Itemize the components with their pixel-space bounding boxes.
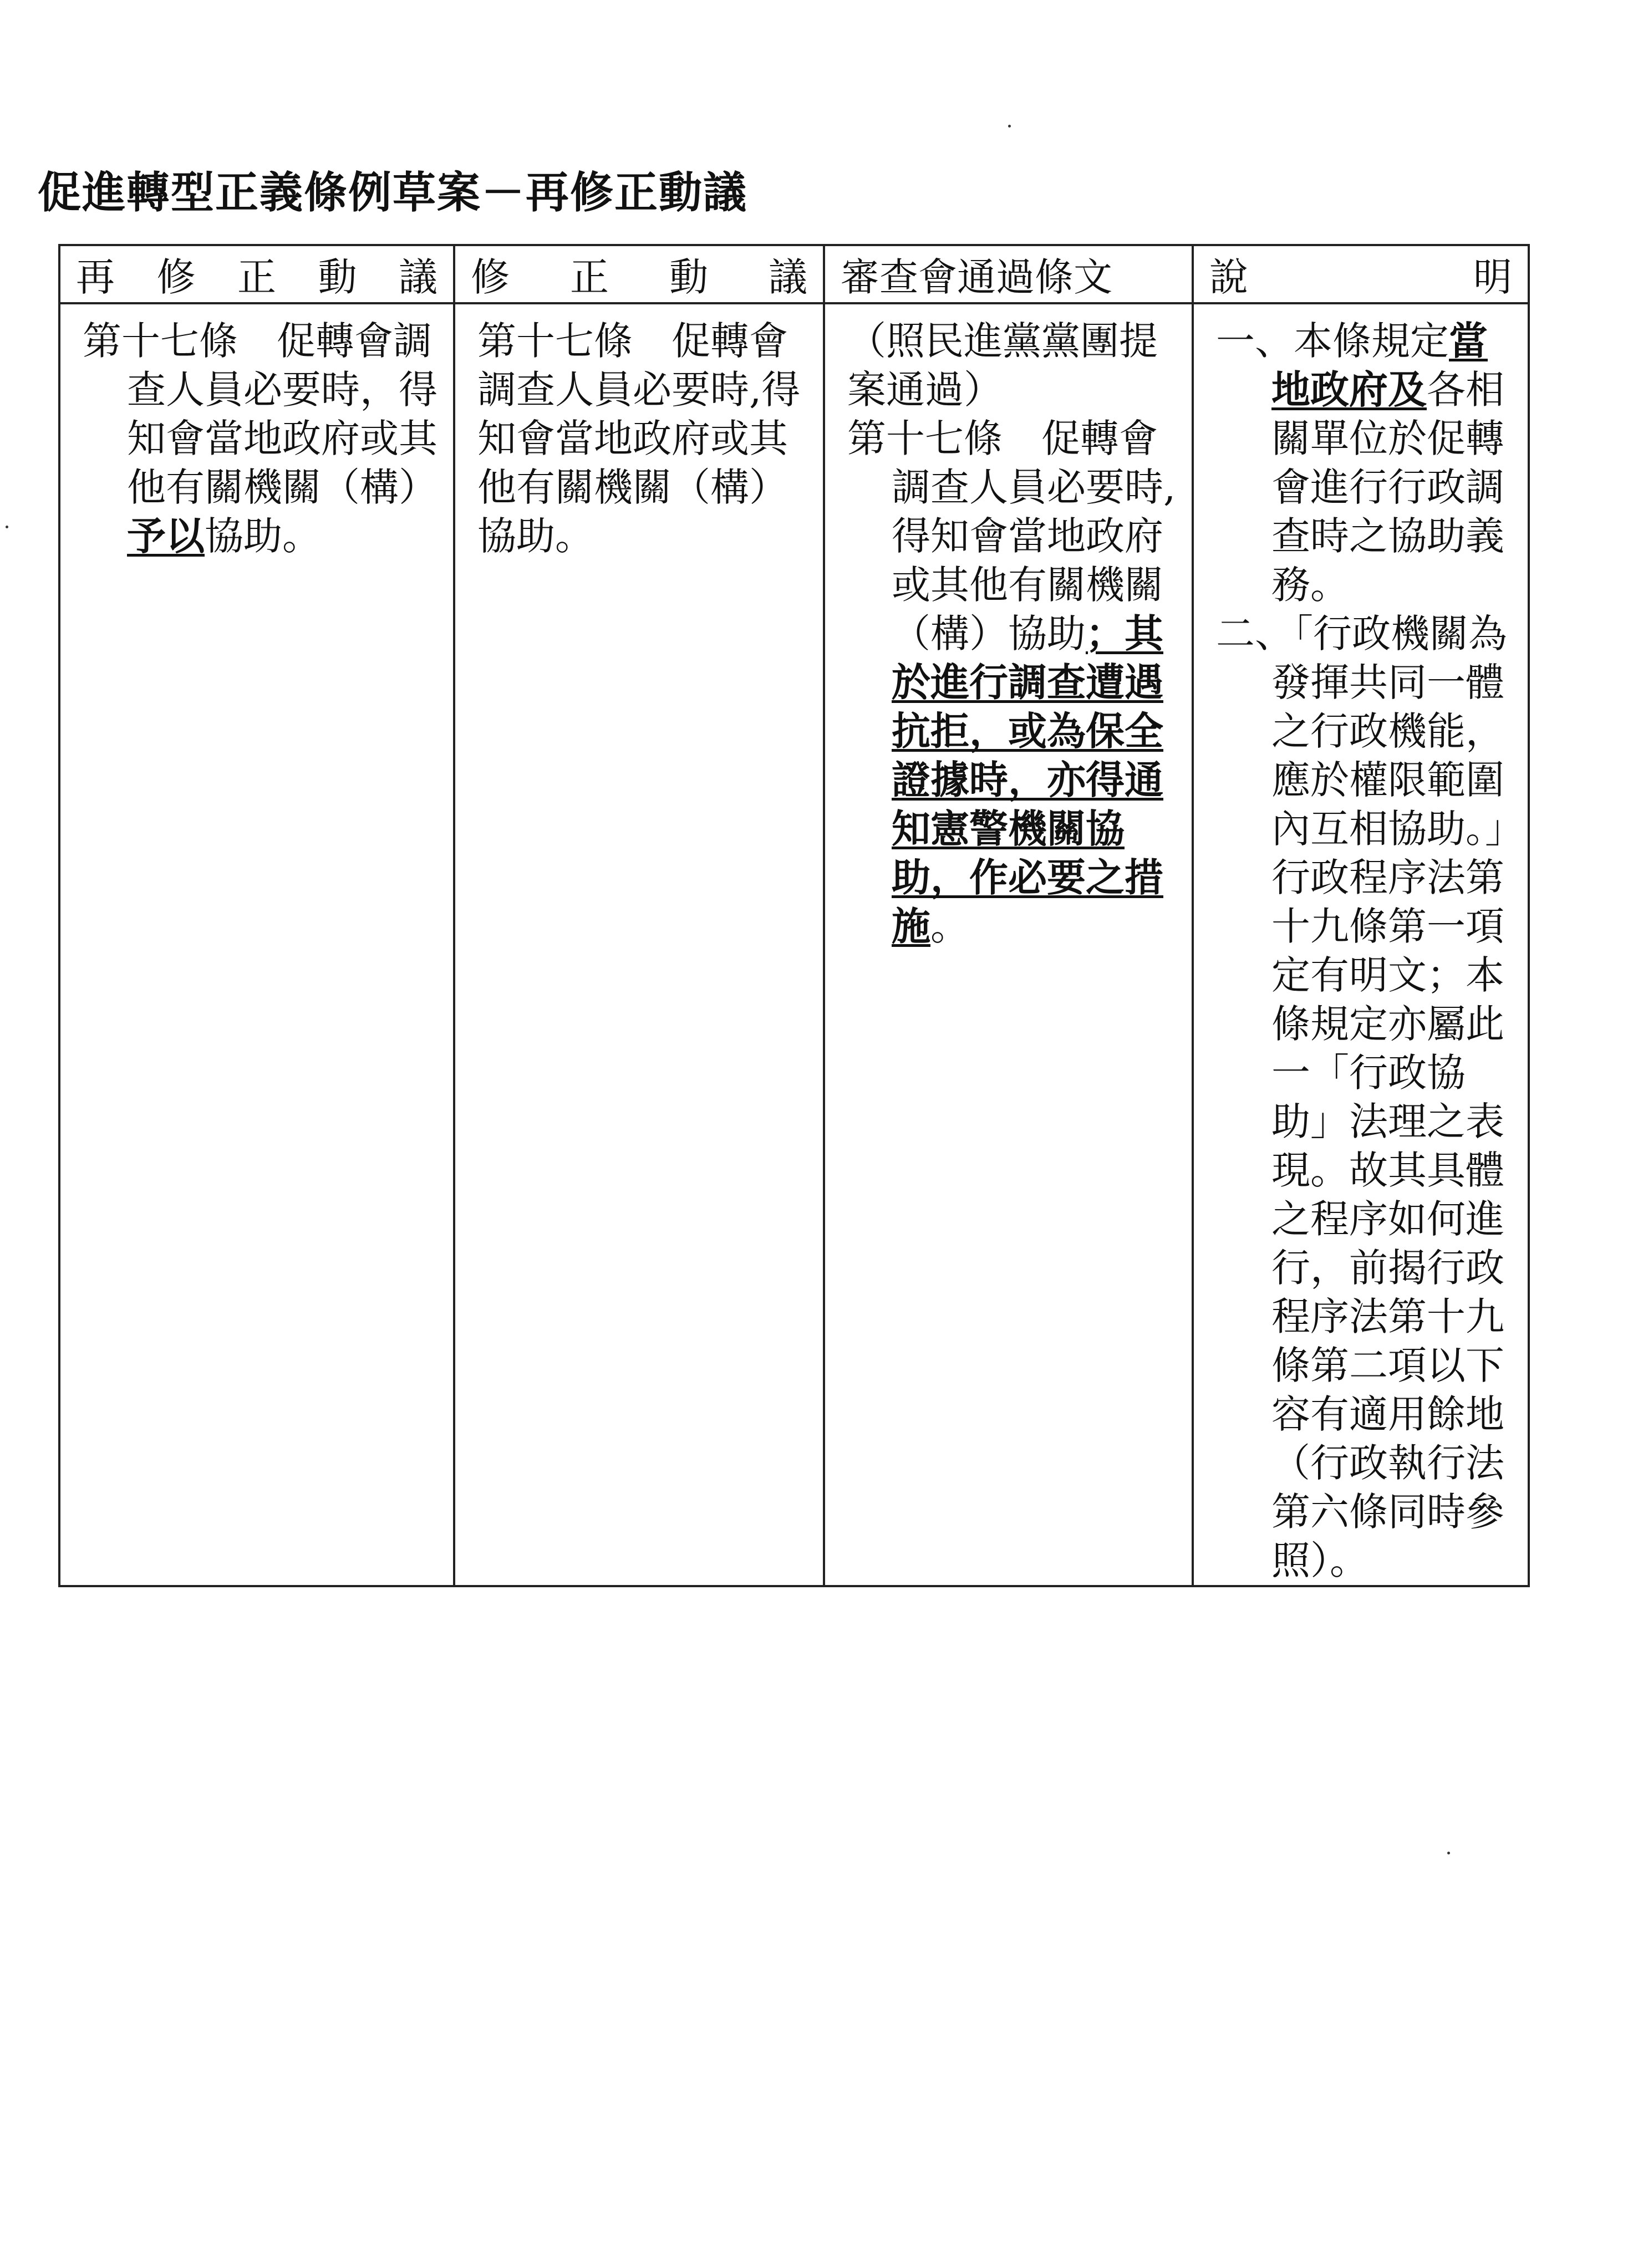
emphasis-text: 予以 bbox=[127, 513, 205, 559]
table-header-row bbox=[59, 245, 1529, 303]
header-char: 議 bbox=[399, 254, 437, 300]
header-char: 過 bbox=[996, 254, 1035, 300]
amendment-text: 第十七條 促轉會調查人員必要時,得知會當地政府或其他有關機關（構）協助。 bbox=[477, 318, 801, 559]
header-committee-passed-text bbox=[824, 245, 1193, 303]
re-amendment-cell bbox=[59, 303, 454, 1586]
header-char: 會 bbox=[918, 254, 957, 300]
header-char: 查 bbox=[879, 254, 918, 300]
header-char: 議 bbox=[769, 254, 807, 300]
header-amendment-motion bbox=[454, 245, 824, 303]
explanation-cell bbox=[1193, 303, 1529, 1586]
header-char: 正 bbox=[570, 254, 609, 300]
emphasis-text: 當地政府及 bbox=[1271, 318, 1488, 412]
header-char: 修 bbox=[156, 254, 196, 300]
header-char: 修 bbox=[471, 254, 510, 300]
committee-text: 第十七條 促轉會調查人員必要時,得知會當地政府或其他有關機關（構）協助；其於進行調查遭遇抗拒，或為保全證據時，亦得通知憲警機關協助，作必要之措施。 bbox=[847, 416, 1176, 949]
header-char: 條 bbox=[1035, 254, 1074, 300]
header-char: 動 bbox=[318, 254, 357, 300]
header-char: 再 bbox=[76, 254, 115, 300]
header-re-amendment-motion bbox=[59, 245, 454, 303]
document-title: 促進轉型正義條例草案－再修正動議 bbox=[38, 168, 748, 218]
header-char: 動 bbox=[669, 254, 708, 300]
header-char: 審 bbox=[841, 254, 879, 300]
explanation-item-1: 一、本條規定當地政府及各相關單位於促轉會進行行政調查時之協助義務。 bbox=[1216, 318, 1504, 608]
motion-comparison-table bbox=[58, 244, 1530, 1587]
header-char: 說 bbox=[1209, 254, 1248, 300]
committee-text-cell bbox=[824, 303, 1193, 1586]
header-char: 正 bbox=[237, 254, 276, 300]
emphasis-text: ；其於進行調查遭遇抗拒，或為保全證據時，亦得通知憲警機關協助，作必要之措施 bbox=[892, 610, 1163, 949]
header-char: 明 bbox=[1473, 254, 1512, 300]
explanation-item-2: 二、「行政機關為發揮共同一體之行政機能，應於權限範圍內互相協助。」行政程序法第十九條第一項定有明文；本條規定亦屬此一「行政協助」法理之表現。故其具體之程序如何進行，前揭行政程序法第十九條第二項以下容有適用餘地（行政執行法第六條同時參照）。 bbox=[1216, 611, 1507, 1583]
header-char: 通 bbox=[957, 254, 996, 300]
amendment-cell bbox=[454, 303, 824, 1586]
scan-speck bbox=[1008, 125, 1011, 128]
header-explanation bbox=[1193, 245, 1529, 303]
table-row bbox=[59, 303, 1529, 1586]
committee-note: （照民進黨黨團提案通過） bbox=[847, 318, 1158, 412]
scan-speck bbox=[6, 526, 8, 528]
header-char: 文 bbox=[1074, 254, 1112, 300]
re-amendment-text: 第十七條 促轉會調查人員必要時，得知會當地政府或其他有關機關（構）予以協助。 bbox=[83, 318, 437, 559]
scan-speck bbox=[1447, 1852, 1450, 1854]
